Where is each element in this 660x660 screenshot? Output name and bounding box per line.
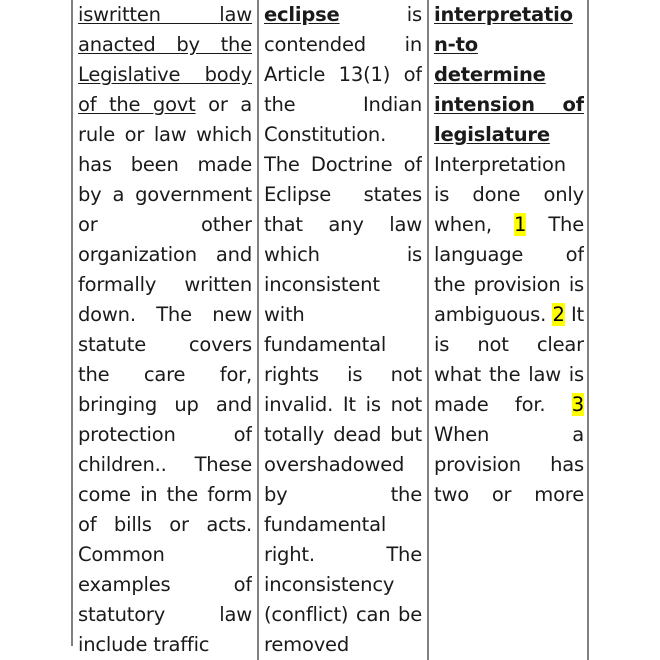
column-3-point-2-number: 2 bbox=[552, 303, 565, 326]
column-2-heading-run: eclipse bbox=[264, 3, 340, 26]
column-rule-left bbox=[71, 0, 73, 646]
column-3-space-2 bbox=[526, 213, 548, 236]
column-3-heading-line-5: legislature bbox=[434, 123, 550, 146]
column-3-heading-line-3: determine bbox=[434, 63, 546, 86]
column-3-point-3-text: When a provision has two or more bbox=[434, 423, 584, 506]
column-2-paragraph bbox=[264, 0, 422, 660]
column-2-body-text: is contended in Article 13(1) of the Indian Constitution. The Doctrine of Eclipse states that any law which is inconsistent with fundamental rights is not invalid. It is not totally dead but overshadowed by the fundamental right. The inconsistency (conflict) can be removed bbox=[264, 3, 422, 656]
column-3-heading-line-2: n-to bbox=[434, 33, 478, 56]
text-column-interpretation bbox=[434, 0, 584, 660]
column-3-space-1 bbox=[492, 213, 514, 236]
column-3-point-1-number: 1 bbox=[514, 213, 527, 236]
column-1-underlined-opening: iswritten law anacted by the Legislative body of the govt bbox=[78, 3, 252, 116]
column-3-heading-line-1: interpretatio bbox=[434, 3, 573, 26]
column-rule-middle-1 bbox=[257, 0, 259, 660]
column-3-space-5 bbox=[545, 393, 571, 416]
column-1-body-text: or a rule or law which has been made by a government or other organization and formally written down. The new statute covers the care for, bringing up and protection of children.. These come in the form of bills or acts. Common examples of statutory law include traffic bbox=[78, 93, 252, 656]
column-rule-right bbox=[587, 0, 589, 660]
text-column-doctrine-of-eclipse bbox=[264, 0, 422, 660]
column-3-point-3-number: 3 bbox=[571, 393, 584, 416]
text-column-statutory-law bbox=[78, 0, 252, 660]
column-3-heading-line-4: intension of bbox=[434, 93, 584, 116]
column-3-point-1-text: The language of the provision is ambiguous. bbox=[434, 213, 584, 326]
column-3-point-2-text: It is not clear what the law is made for. bbox=[434, 303, 584, 416]
column-3-intro-text: Interpretation is done only when, bbox=[434, 153, 584, 236]
column-rule-middle-2 bbox=[427, 0, 429, 660]
column-1-paragraph bbox=[78, 0, 252, 660]
column-3-body-paragraph bbox=[434, 150, 584, 510]
